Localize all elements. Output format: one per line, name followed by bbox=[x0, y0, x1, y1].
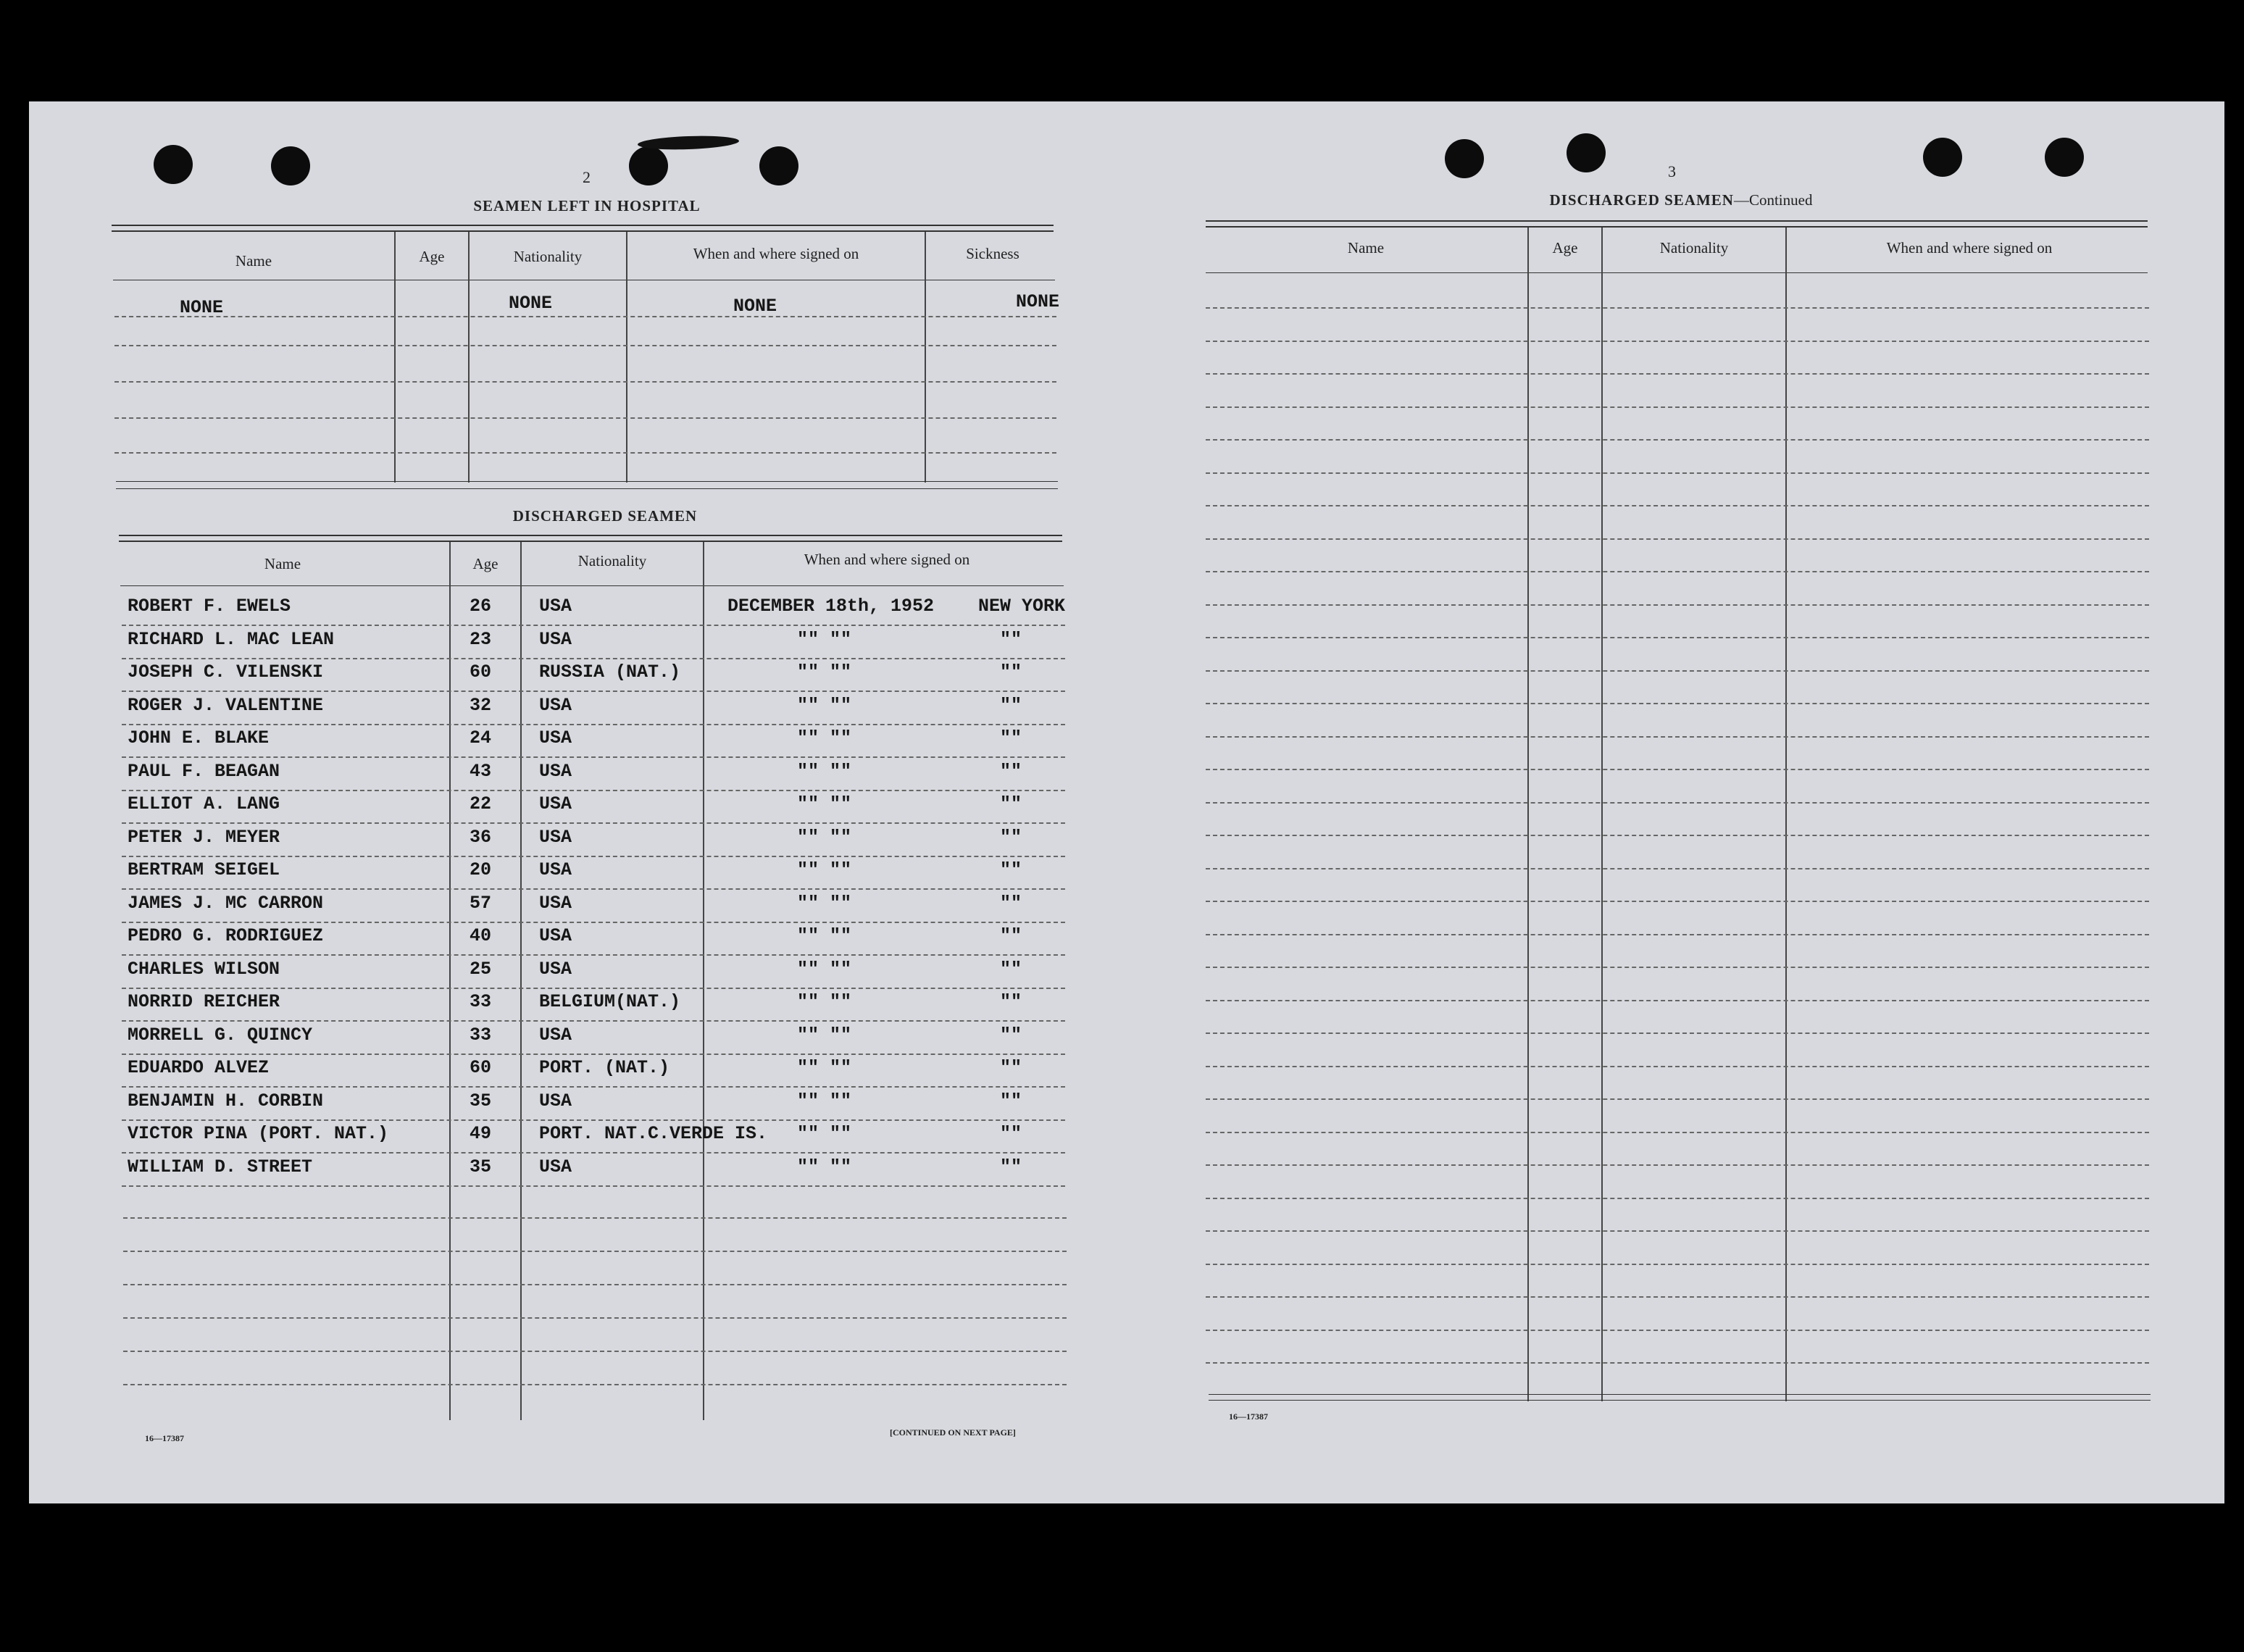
row-rule bbox=[122, 1152, 1065, 1154]
age-cell: 33 bbox=[470, 991, 492, 1012]
row-rule bbox=[114, 316, 1056, 317]
signed-date-cell: "" "" bbox=[797, 760, 852, 782]
left-form-number: 16—17387 bbox=[145, 1433, 184, 1443]
punch-hole bbox=[1445, 139, 1484, 178]
age-cell: 43 bbox=[470, 760, 492, 782]
row-rule bbox=[1206, 439, 2149, 441]
nationality-cell: RUSSIA (NAT.) bbox=[539, 662, 681, 683]
nationality-cell: USA bbox=[539, 694, 572, 716]
discharged-header-name: Name bbox=[264, 555, 301, 572]
column-divider bbox=[468, 232, 470, 483]
row-rule bbox=[114, 345, 1056, 346]
punch-hole bbox=[154, 145, 193, 184]
signed-date-cell: "" "" bbox=[797, 727, 852, 748]
rule bbox=[1206, 226, 2148, 228]
signed-place-cell: "" bbox=[1000, 694, 1022, 716]
age-cell: 40 bbox=[470, 925, 492, 946]
signed-date-cell: "" "" bbox=[797, 1156, 852, 1177]
nationality-cell: USA bbox=[539, 859, 572, 880]
row-rule bbox=[122, 756, 1065, 758]
row-rule bbox=[1206, 802, 2149, 804]
rule bbox=[1209, 1400, 2151, 1401]
rule bbox=[116, 488, 1058, 489]
punch-hole bbox=[2045, 138, 2084, 177]
row-rule bbox=[1206, 604, 2149, 606]
row-rule bbox=[1206, 670, 2149, 672]
punch-hole bbox=[759, 146, 798, 185]
hospital-header-signed-on: When and where signed on bbox=[693, 245, 859, 262]
row-rule bbox=[1206, 1296, 2149, 1298]
row-rule bbox=[1206, 472, 2149, 474]
row-rule bbox=[1206, 1032, 2149, 1034]
row-rule bbox=[122, 1119, 1065, 1121]
right-form-number: 16—17387 bbox=[1229, 1411, 1268, 1422]
column-divider bbox=[1527, 228, 1529, 1401]
row-rule bbox=[123, 1251, 1067, 1252]
age-cell: 57 bbox=[470, 892, 492, 914]
name-cell: JOSEPH C. VILENSKI bbox=[128, 662, 324, 683]
name-cell: ROGER J. VALENTINE bbox=[128, 694, 324, 716]
signed-date-cell: "" "" bbox=[797, 694, 852, 716]
row-rule bbox=[1206, 1132, 2149, 1133]
row-rule bbox=[1206, 538, 2149, 540]
row-rule bbox=[122, 691, 1065, 692]
signed-place-cell: "" bbox=[1000, 892, 1022, 914]
signed-date-cell: "" "" bbox=[797, 892, 852, 914]
signed-place-cell: "" bbox=[1000, 1156, 1022, 1177]
nationality-cell: USA bbox=[539, 1090, 572, 1111]
age-cell: 23 bbox=[470, 628, 492, 650]
age-cell: 36 bbox=[470, 826, 492, 848]
signed-place-cell: "" bbox=[1000, 826, 1022, 848]
column-divider bbox=[626, 232, 627, 483]
column-divider bbox=[925, 232, 926, 483]
rule bbox=[112, 225, 1054, 226]
hospital-header-name: Name bbox=[235, 252, 272, 270]
row-rule bbox=[123, 1384, 1067, 1385]
row-rule bbox=[1206, 307, 2149, 309]
row-rule bbox=[1206, 967, 2149, 968]
column-divider bbox=[1601, 228, 1603, 1401]
row-rule bbox=[123, 1317, 1067, 1319]
nationality-cell: USA bbox=[539, 925, 572, 946]
name-cell: PEDRO G. RODRIGUEZ bbox=[128, 925, 324, 946]
row-rule bbox=[1206, 637, 2149, 638]
signed-place-cell: "" bbox=[1000, 991, 1022, 1012]
column-divider bbox=[703, 542, 704, 1420]
row-rule bbox=[1206, 1264, 2149, 1265]
row-rule bbox=[123, 1217, 1067, 1219]
signed-date-cell: "" "" bbox=[797, 925, 852, 946]
name-cell: JAMES J. MC CARRON bbox=[128, 892, 324, 914]
row-rule bbox=[1206, 835, 2149, 836]
signed-date-cell: "" "" bbox=[797, 1057, 852, 1078]
continued-header-age: Age bbox=[1552, 239, 1578, 256]
age-cell: 33 bbox=[470, 1024, 492, 1046]
name-cell: CHARLES WILSON bbox=[128, 958, 280, 980]
signed-place-cell: NEW YORK bbox=[978, 596, 1066, 617]
row-rule bbox=[122, 922, 1065, 923]
signed-date-cell: "" "" bbox=[797, 991, 852, 1012]
row-rule bbox=[122, 1086, 1065, 1088]
row-rule bbox=[1206, 1098, 2149, 1100]
name-cell: JOHN E. BLAKE bbox=[128, 727, 270, 748]
signed-date-cell: "" "" bbox=[797, 826, 852, 848]
row-rule bbox=[114, 381, 1056, 383]
hospital-header-age: Age bbox=[419, 248, 445, 265]
age-cell: 60 bbox=[470, 662, 492, 683]
right-page-number: 3 bbox=[1668, 162, 1676, 180]
signed-place-cell: "" bbox=[1000, 1090, 1022, 1111]
nationality-cell: USA bbox=[539, 958, 572, 980]
row-rule bbox=[122, 658, 1065, 659]
signed-place-cell: "" bbox=[1000, 1123, 1022, 1144]
name-cell: PETER J. MEYER bbox=[128, 826, 280, 848]
row-rule bbox=[122, 1185, 1065, 1187]
age-cell: 35 bbox=[470, 1090, 492, 1111]
signed-place-cell: "" bbox=[1000, 1057, 1022, 1078]
hospital-name-none: NONE bbox=[180, 297, 224, 318]
column-divider bbox=[449, 542, 451, 1420]
row-rule bbox=[122, 1020, 1065, 1022]
row-rule bbox=[1206, 736, 2149, 738]
rule bbox=[1206, 272, 2148, 273]
row-rule bbox=[122, 988, 1065, 989]
name-cell: RICHARD L. MAC LEAN bbox=[128, 628, 335, 650]
age-cell: 22 bbox=[470, 793, 492, 814]
signed-date-cell: "" "" bbox=[797, 958, 852, 980]
signed-place-cell: "" bbox=[1000, 760, 1022, 782]
row-rule bbox=[1206, 868, 2149, 869]
punch-hole bbox=[1567, 133, 1606, 172]
row-rule bbox=[1206, 901, 2149, 902]
row-rule bbox=[123, 1351, 1067, 1352]
age-cell: 49 bbox=[470, 1123, 492, 1144]
name-cell: VICTOR PINA (PORT. NAT.) bbox=[128, 1123, 389, 1144]
hospital-sickness-none: NONE bbox=[1016, 291, 1060, 312]
signed-date-cell: "" "" bbox=[797, 628, 852, 650]
signed-place-cell: "" bbox=[1000, 628, 1022, 650]
signed-date-cell: "" "" bbox=[797, 859, 852, 880]
signed-place-cell: "" bbox=[1000, 925, 1022, 946]
row-rule bbox=[1206, 341, 2149, 342]
row-rule bbox=[1206, 406, 2149, 408]
nationality-cell: PORT. NAT.C.VERDE IS. bbox=[539, 1123, 768, 1144]
name-cell: EDUARDO ALVEZ bbox=[128, 1057, 270, 1078]
nationality-cell: USA bbox=[539, 793, 572, 814]
signed-date-cell: "" "" bbox=[797, 1090, 852, 1111]
rule bbox=[112, 230, 1054, 232]
row-rule bbox=[122, 954, 1065, 956]
punch-hole bbox=[629, 146, 668, 185]
name-cell: ROBERT F. EWELS bbox=[128, 596, 291, 617]
row-rule bbox=[122, 1054, 1065, 1055]
row-rule bbox=[122, 888, 1065, 890]
continued-header-signed-on: When and where signed on bbox=[1886, 239, 2053, 256]
rule bbox=[116, 481, 1058, 482]
nationality-cell: USA bbox=[539, 826, 572, 848]
name-cell: BENJAMIN H. CORBIN bbox=[128, 1090, 324, 1111]
discharged-header-signed-on: When and where signed on bbox=[804, 551, 970, 568]
left-page-number: 2 bbox=[583, 168, 591, 186]
hospital-header-nationality: Nationality bbox=[513, 248, 583, 265]
nationality-cell: USA bbox=[539, 1024, 572, 1046]
nationality-cell: USA bbox=[539, 628, 572, 650]
row-rule bbox=[1206, 571, 2149, 572]
row-rule bbox=[1206, 1230, 2149, 1232]
signed-date-cell: "" "" bbox=[797, 793, 852, 814]
hospital-nationality-none: NONE bbox=[509, 293, 553, 314]
name-cell: MORRELL G. QUINCY bbox=[128, 1024, 313, 1046]
column-divider bbox=[1785, 228, 1787, 1401]
discharged-section-title: DISCHARGED SEAMEN bbox=[512, 507, 698, 525]
continued-header-name: Name bbox=[1347, 239, 1385, 256]
column-divider bbox=[520, 542, 522, 1420]
signed-place-cell: "" bbox=[1000, 727, 1022, 748]
age-cell: 32 bbox=[470, 694, 492, 716]
age-cell: 26 bbox=[470, 596, 492, 617]
row-rule bbox=[1206, 373, 2149, 375]
name-cell: ELLIOT A. LANG bbox=[128, 793, 280, 814]
hospital-section-title: SEAMEN LEFT IN HOSPITAL bbox=[473, 197, 701, 214]
name-cell: WILLIAM D. STREET bbox=[128, 1156, 313, 1177]
signed-date-cell: "" "" bbox=[797, 1024, 852, 1046]
signed-place-cell: "" bbox=[1000, 793, 1022, 814]
signed-place-cell: "" bbox=[1000, 958, 1022, 980]
name-cell: BERTRAM SEIGEL bbox=[128, 859, 280, 880]
nationality-cell: USA bbox=[539, 1156, 572, 1177]
row-rule bbox=[1206, 1000, 2149, 1001]
discharged-header-age: Age bbox=[472, 555, 499, 572]
continued-note: [CONTINUED ON NEXT PAGE] bbox=[890, 1427, 1016, 1438]
row-rule bbox=[1206, 1066, 2149, 1067]
discharged-continued-title-rest: —Continued bbox=[1733, 191, 1813, 209]
discharged-continued-title bbox=[1478, 191, 1884, 209]
rule bbox=[119, 541, 1062, 542]
hospital-signed-none: NONE bbox=[733, 296, 777, 317]
row-rule bbox=[123, 1284, 1067, 1285]
rule bbox=[1209, 1394, 2151, 1395]
signed-date-cell: DECEMBER 18th, 1952 bbox=[727, 596, 935, 617]
row-rule bbox=[1206, 1330, 2149, 1331]
age-cell: 60 bbox=[470, 1057, 492, 1078]
name-cell: PAUL F. BEAGAN bbox=[128, 760, 280, 782]
row-rule bbox=[122, 790, 1065, 791]
discharged-continued-title-bold: DISCHARGED SEAMEN bbox=[1549, 191, 1734, 209]
signed-date-cell: "" "" bbox=[797, 1123, 852, 1144]
signed-place-cell: "" bbox=[1000, 662, 1022, 683]
signed-place-cell: "" bbox=[1000, 1024, 1022, 1046]
age-cell: 25 bbox=[470, 958, 492, 980]
nationality-cell: BELGIUM(NAT.) bbox=[539, 991, 681, 1012]
row-rule bbox=[1206, 505, 2149, 506]
row-rule bbox=[114, 417, 1056, 419]
rule bbox=[120, 585, 1064, 586]
punch-hole bbox=[271, 146, 310, 185]
row-rule bbox=[1206, 703, 2149, 704]
nationality-cell: USA bbox=[539, 596, 572, 617]
row-rule bbox=[122, 625, 1065, 626]
column-divider bbox=[394, 232, 396, 483]
row-rule bbox=[1206, 769, 2149, 770]
signed-date-cell: "" "" bbox=[797, 662, 852, 683]
row-rule bbox=[122, 856, 1065, 857]
row-rule bbox=[1206, 1164, 2149, 1166]
row-rule bbox=[114, 452, 1056, 454]
hospital-header-sickness: Sickness bbox=[966, 245, 1019, 262]
discharged-header-nationality: Nationality bbox=[577, 552, 647, 570]
row-rule bbox=[122, 724, 1065, 725]
name-cell: NORRID REICHER bbox=[128, 991, 280, 1012]
row-rule bbox=[1206, 1362, 2149, 1364]
row-rule bbox=[1206, 1198, 2149, 1199]
age-cell: 24 bbox=[470, 727, 492, 748]
nationality-cell: USA bbox=[539, 727, 572, 748]
rule bbox=[1206, 220, 2148, 222]
rule bbox=[119, 535, 1062, 536]
punch-hole bbox=[1923, 138, 1962, 177]
signed-place-cell: "" bbox=[1000, 859, 1022, 880]
nationality-cell: PORT. (NAT.) bbox=[539, 1057, 670, 1078]
nationality-cell: USA bbox=[539, 892, 572, 914]
continued-header-nationality: Nationality bbox=[1659, 239, 1729, 256]
nationality-cell: USA bbox=[539, 760, 572, 782]
row-rule bbox=[1206, 934, 2149, 935]
age-cell: 20 bbox=[470, 859, 492, 880]
age-cell: 35 bbox=[470, 1156, 492, 1177]
row-rule bbox=[122, 822, 1065, 824]
